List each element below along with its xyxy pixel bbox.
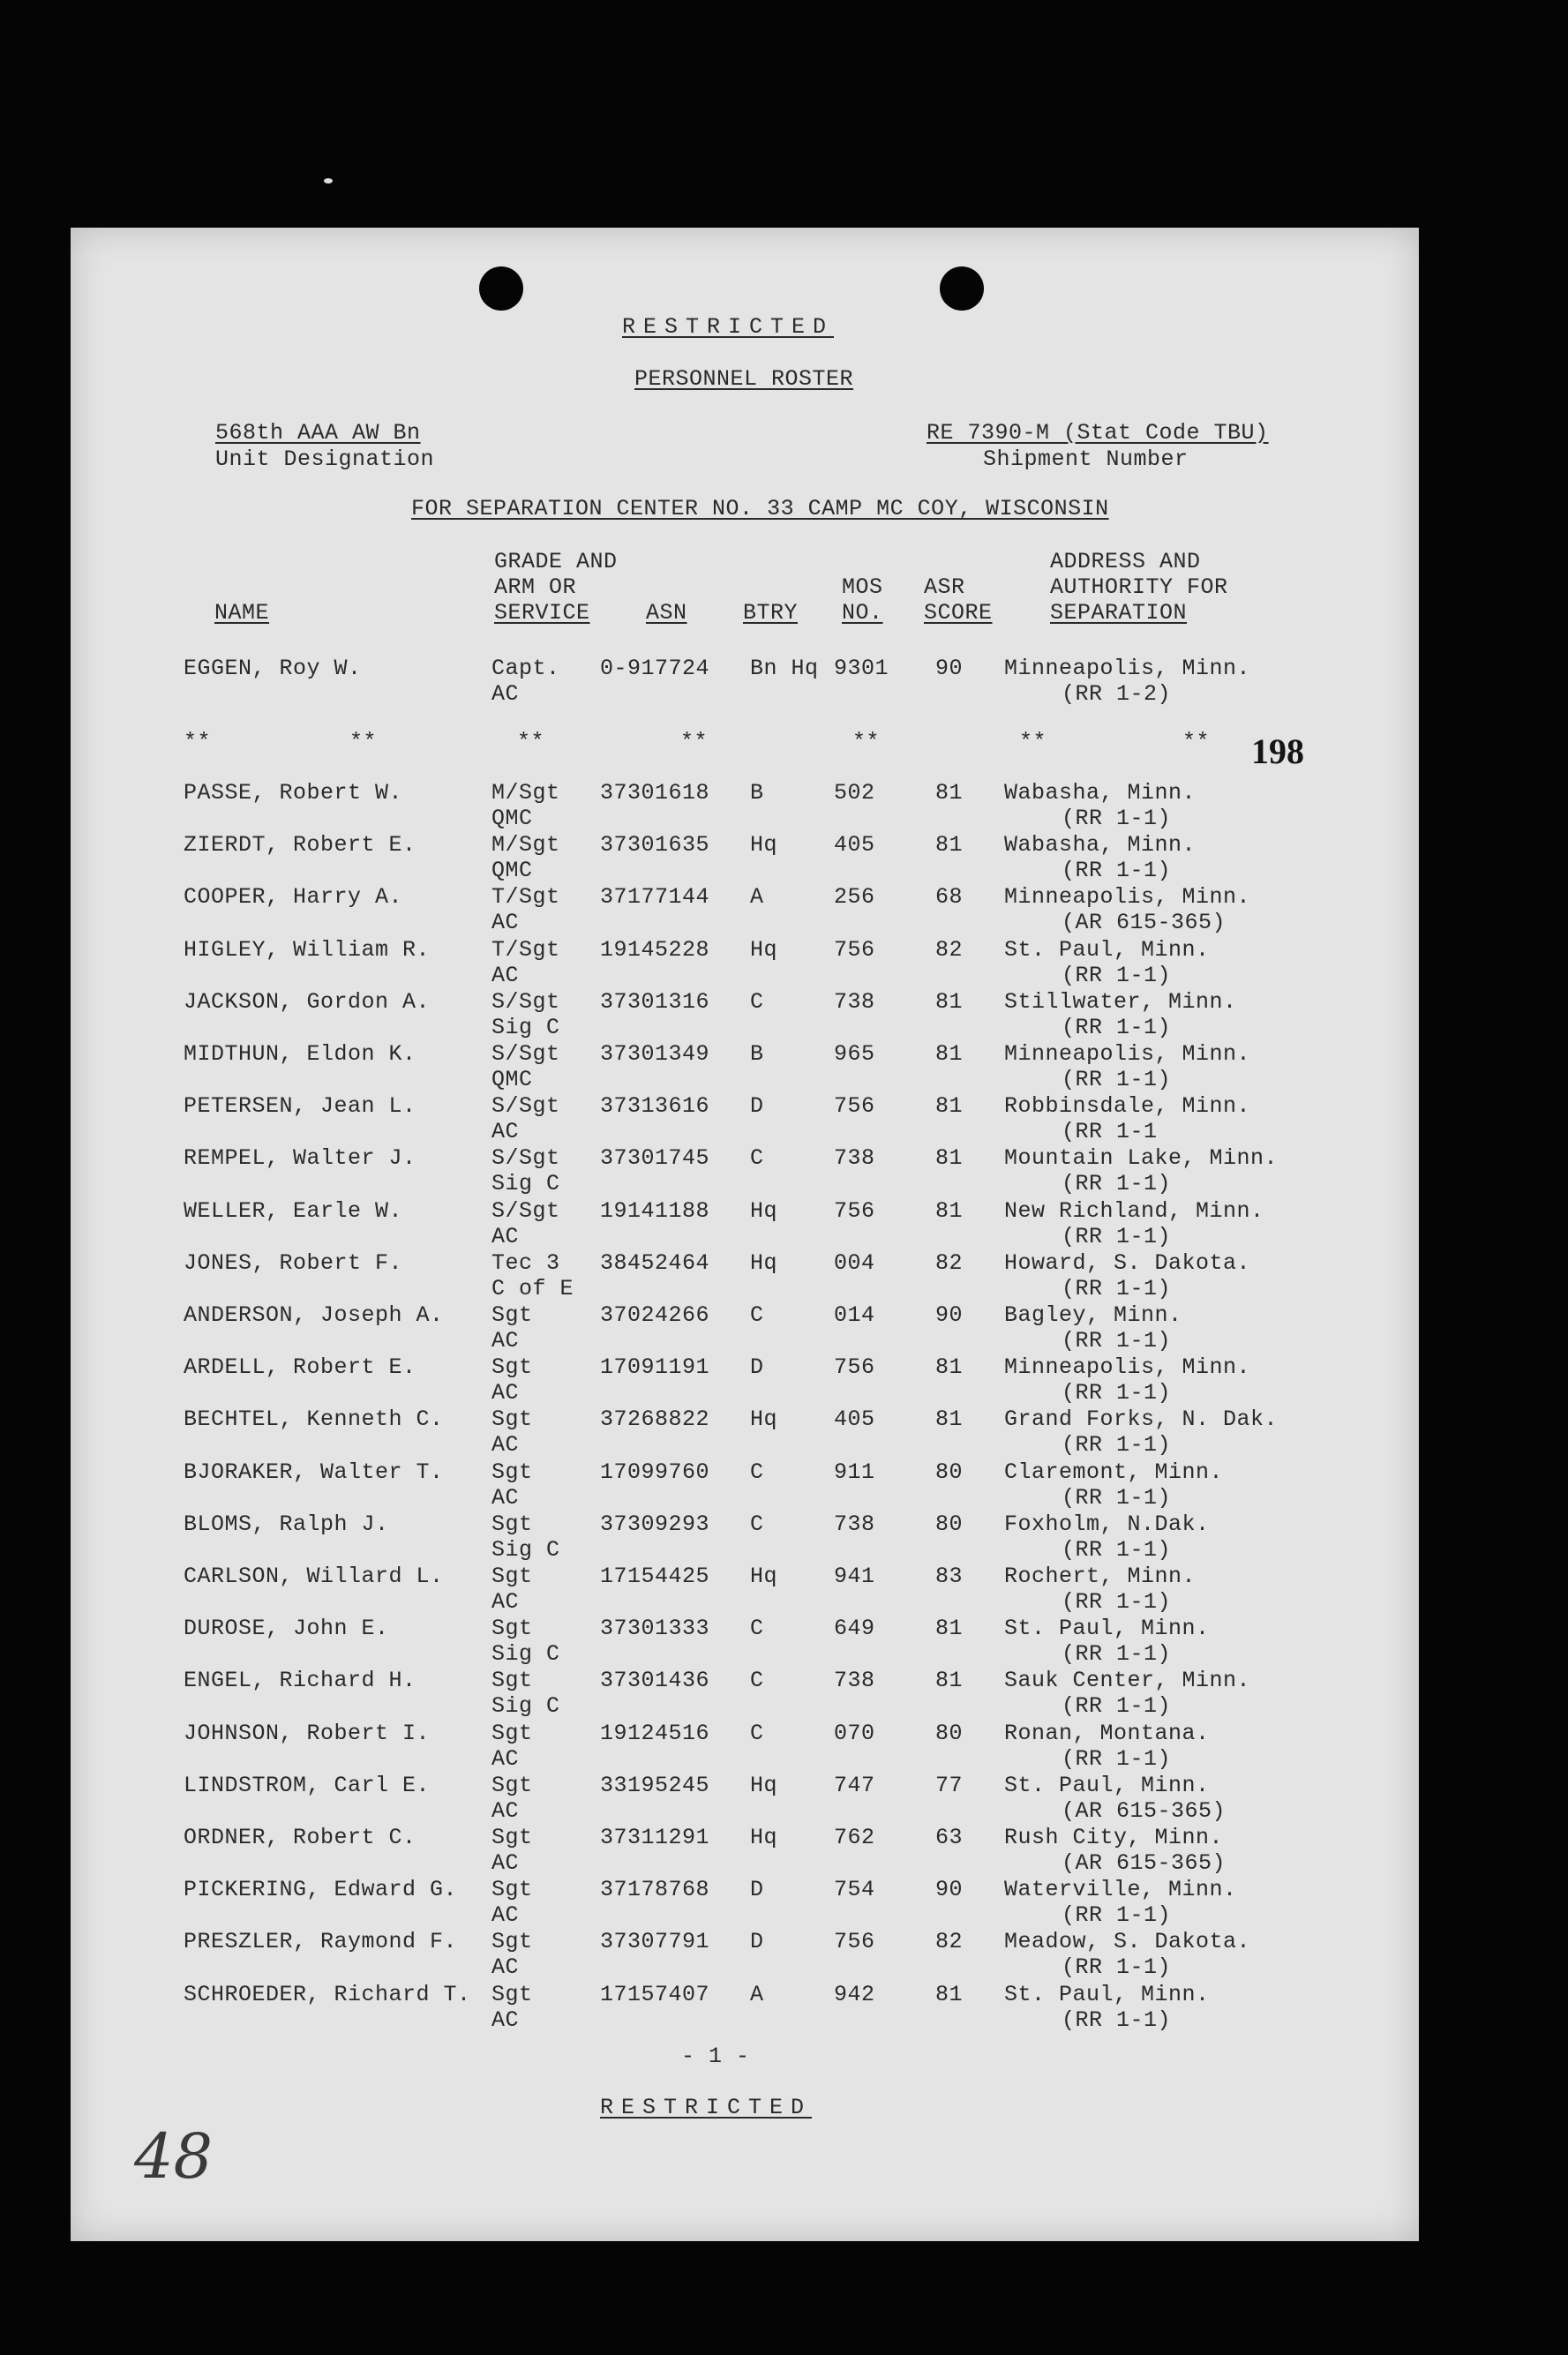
member-authority: (RR 1-1) [1062,962,1172,988]
member-battery: D [750,1354,764,1381]
member-address: Meadow, S. Dakota. [1004,1929,1251,1955]
member-asr-score: 90 [935,1302,964,1328]
member-asn: 37307791 [600,1929,710,1955]
member-asn: 37301349 [600,1041,710,1067]
member-arm-service: AC [491,1745,520,1772]
member-name: ARDELL, Robert E. [184,1354,416,1381]
handwritten-note: 48 [134,2120,214,2193]
btry-header: BTRY [743,600,799,626]
member-grade: M/Sgt [491,780,560,806]
member-arm-service: AC [491,1432,520,1459]
member-name: MIDTHUN, Eldon K. [184,1041,416,1067]
member-asr-score: 80 [935,1459,964,1485]
member-asn: 19141188 [600,1197,710,1224]
member-grade: T/Sgt [491,884,560,911]
member-name: EGGEN, Roy W. [184,656,362,681]
separator-asterisks: ** [184,729,212,754]
member-battery: A [750,884,764,911]
member-address: St. Paul, Minn. [1004,1772,1210,1798]
grade-header-line1: GRADE AND [494,549,618,574]
member-battery: C [750,988,764,1015]
member-grade: T/Sgt [491,936,560,963]
member-mos: 756 [834,1093,875,1120]
member-grade: Sgt [491,1564,533,1589]
member-address: Minneapolis, Minn. [1004,884,1251,911]
member-asn: 33195245 [600,1772,710,1798]
member-authority: (RR 1-2) [1062,681,1172,707]
separator-asterisks: ** [1182,729,1211,754]
member-mos: 649 [834,1616,875,1642]
separator-asterisks: ** [349,729,378,754]
member-name: ORDNER, Robert C. [184,1825,416,1850]
member-asr-score: 81 [935,1354,964,1381]
member-asn: 37301333 [600,1616,710,1642]
separator-asterisks: ** [1019,729,1047,754]
member-address: Mountain Lake, Minn. [1004,1145,1279,1172]
member-authority: (RR 1-1) [1062,1014,1172,1040]
member-authority: (RR 1-1) [1062,1171,1172,1197]
member-name: CARLSON, Willard L. [184,1564,444,1589]
member-arm-service: QMC [491,858,533,884]
member-mos: 756 [834,1197,875,1224]
member-address: New Richland, Minn. [1004,1197,1264,1224]
member-name: PICKERING, Edward G. [184,1877,458,1903]
member-grade: Sgt [491,1302,533,1328]
member-address: Rochert, Minn. [1004,1564,1197,1589]
member-name: JONES, Robert F. [184,1249,403,1276]
unit-designation-value: 568th AAA AW Bn [215,420,421,446]
member-address: Claremont, Minn. [1004,1459,1224,1485]
member-mos: 911 [834,1459,875,1485]
member-asr-score: 83 [935,1564,964,1589]
member-name: PRESZLER, Raymond F. [184,1929,458,1955]
member-asr-score: 77 [935,1772,964,1798]
member-mos: 405 [834,832,875,859]
member-arm-service: AC [491,1589,520,1615]
member-asr-score: 81 [935,1668,964,1694]
member-arm-service: Sig C [491,1014,560,1040]
member-asr-score: 90 [935,1877,964,1903]
member-authority: (AR 615-365) [1062,1850,1227,1876]
member-name: PASSE, Robert W. [184,780,403,806]
member-arm-service: QMC [491,806,533,831]
member-name: JACKSON, Gordon A. [184,988,431,1015]
member-arm-service: AC [491,1850,520,1876]
member-asr-score: 81 [935,1406,964,1433]
member-mos: 502 [834,780,875,806]
member-name: HIGLEY, William R. [184,936,431,963]
member-arm-service: Sig C [491,1536,560,1563]
member-mos: 004 [834,1249,875,1276]
member-asr-score: 81 [935,1041,964,1067]
member-mos: 070 [834,1720,875,1746]
member-asr-score: 81 [935,1145,964,1172]
separator-asterisks: ** [517,729,545,754]
film-speck [324,178,333,184]
member-authority: (RR 1-1) [1062,1954,1172,1981]
unit-designation-label: Unit Designation [215,446,435,472]
member-asn: 37301745 [600,1145,710,1172]
member-battery: D [750,1929,764,1955]
member-arm-service: Sig C [491,1693,560,1720]
member-authority: (RR 1-1) [1062,1641,1172,1668]
member-mos: 762 [834,1825,875,1850]
member-name: DUROSE, John E. [184,1616,389,1642]
member-address: Minneapolis, Minn. [1004,1354,1251,1381]
member-arm-service: AC [491,1328,520,1354]
member-grade: Sgt [491,1511,533,1537]
punch-hole-left [479,266,523,311]
member-asr-score: 81 [935,780,964,806]
member-address: Bagley, Minn. [1004,1302,1182,1328]
asr-header-line1: ASR [924,574,965,600]
asr-header-line2: SCORE [924,600,993,626]
member-address: St. Paul, Minn. [1004,936,1210,963]
member-mos: 754 [834,1877,875,1903]
member-address: Minneapolis, Minn. [1004,656,1251,681]
member-battery: C [750,1302,764,1328]
member-name: ENGEL, Richard H. [184,1668,416,1694]
member-grade: Sgt [491,1406,533,1433]
member-authority: (RR 1-1) [1062,858,1172,884]
member-address: St. Paul, Minn. [1004,1616,1210,1642]
page-number: - 1 - [681,2044,750,2069]
stamp-number: 198 [1251,731,1304,771]
member-authority: (RR 1-1) [1062,2006,1172,2033]
name-header: NAME [214,600,270,626]
member-address: Minneapolis, Minn. [1004,1041,1251,1067]
member-battery: C [750,1720,764,1746]
member-name: WELLER, Earle W. [184,1197,403,1224]
member-grade: Sgt [491,1981,533,2007]
member-mos: 738 [834,1145,875,1172]
member-asn: 37268822 [600,1406,710,1433]
member-address: Waterville, Minn. [1004,1877,1237,1903]
member-battery: C [750,1668,764,1694]
member-authority: (RR 1-1) [1062,1902,1172,1929]
member-grade: S/Sgt [491,1093,560,1120]
member-mos: 965 [834,1041,875,1067]
member-arm-service: QMC [491,1067,533,1092]
member-asn: 37301316 [600,988,710,1015]
member-name: REMPEL, Walter J. [184,1145,416,1172]
member-battery: B [750,780,764,806]
member-battery: A [750,1981,764,2007]
member-mos: 405 [834,1406,875,1433]
member-mos: 738 [834,1511,875,1537]
member-address: Wabasha, Minn. [1004,780,1197,806]
member-name: LINDSTROM, Carl E. [184,1772,431,1798]
member-arm-service: Sig C [491,1641,560,1668]
member-asr-score: 82 [935,936,964,963]
member-mos: 014 [834,1302,875,1328]
address-header-line2: AUTHORITY FOR [1050,574,1228,600]
member-authority: (RR 1-1) [1062,1275,1172,1301]
member-asr-score: 81 [935,1616,964,1642]
member-address: Rush City, Minn. [1004,1825,1224,1850]
member-authority: (RR 1-1) [1062,806,1172,831]
member-asn: 37301635 [600,832,710,859]
member-arm-service: AC [491,1484,520,1511]
member-asn: 17091191 [600,1354,710,1381]
member-grade: Sgt [491,1459,533,1485]
member-address: Howard, S. Dakota. [1004,1249,1251,1276]
member-address: Robbinsdale, Minn. [1004,1093,1251,1120]
member-arm-service: AC [491,1902,520,1929]
member-mos: 738 [834,988,875,1015]
member-battery: B [750,1041,764,1067]
member-grade: Sgt [491,1354,533,1381]
separator-asterisks: ** [852,729,881,754]
member-address: Ronan, Montana. [1004,1720,1210,1746]
member-asn: 19145228 [600,936,710,963]
member-authority: (RR 1-1) [1062,1432,1172,1459]
member-battery: D [750,1877,764,1903]
member-asr-score: 81 [935,1981,964,2007]
film-speck [1306,243,1313,247]
member-grade: S/Sgt [491,1197,560,1224]
member-arm-service: AC [491,1119,520,1145]
member-arm-service: C of E [491,1275,574,1301]
member-authority: (RR 1-1) [1062,1589,1172,1615]
member-address: Wabasha, Minn. [1004,832,1197,859]
member-mos: 756 [834,1929,875,1955]
shipment-number-value: RE 7390-M (Stat Code TBU) [927,420,1269,446]
member-asr-score: 81 [935,1093,964,1120]
member-mos: 756 [834,1354,875,1381]
member-asn: 37301436 [600,1668,710,1694]
member-arm-service: AC [491,1380,520,1406]
member-arm-service: AC [491,1954,520,1981]
member-authority: (AR 615-365) [1062,1797,1227,1824]
member-grade: M/Sgt [491,832,560,859]
member-asr-score: 81 [935,1197,964,1224]
separator-asterisks: ** [680,729,709,754]
member-name: JOHNSON, Robert I. [184,1720,431,1746]
member-name: ANDERSON, Joseph A. [184,1302,444,1328]
member-authority: (RR 1-1) [1062,1223,1172,1249]
member-arm-service: AC [491,1797,520,1824]
member-asr-score: 80 [935,1511,964,1537]
member-battery: Hq [750,1772,778,1798]
member-grade: Sgt [491,1668,533,1694]
member-grade: Capt. [491,656,560,681]
member-asn: 37309293 [600,1511,710,1537]
member-name: BECHTEL, Kenneth C. [184,1406,444,1433]
member-battery: C [750,1145,764,1172]
member-name: COOPER, Harry A. [184,884,403,911]
member-authority: (RR 1-1) [1062,1067,1172,1092]
member-address: St. Paul, Minn. [1004,1981,1210,2007]
member-battery: Hq [750,1249,778,1276]
member-asr-score: 82 [935,1929,964,1955]
member-asr-score: 63 [935,1825,964,1850]
member-battery: C [750,1511,764,1537]
member-grade: Sgt [491,1929,533,1955]
document-page [71,228,1419,2241]
member-authority: (RR 1-1) [1062,1536,1172,1563]
member-battery: Hq [750,936,778,963]
member-name: BJORAKER, Walter T. [184,1459,444,1485]
member-asr-score: 80 [935,1720,964,1746]
member-battery: Hq [750,832,778,859]
member-address: Foxholm, N.Dak. [1004,1511,1210,1537]
member-name: BLOMS, Ralph J. [184,1511,389,1537]
member-asn: 19124516 [600,1720,710,1746]
member-asn: 38452464 [600,1249,710,1276]
member-grade: Sgt [491,1877,533,1903]
member-asr-score: 68 [935,884,964,911]
mos-header-line2: NO. [842,600,883,626]
member-asn: 37177144 [600,884,710,911]
asn-header: ASN [646,600,687,626]
member-battery: D [750,1093,764,1120]
member-address: Sauk Center, Minn. [1004,1668,1251,1694]
member-asn: 17099760 [600,1459,710,1485]
member-address: Grand Forks, N. Dak. [1004,1406,1279,1433]
member-asr-score: 82 [935,1249,964,1276]
member-battery: Bn Hq [750,656,819,681]
member-grade: Sgt [491,1720,533,1746]
member-grade: Sgt [491,1825,533,1850]
member-authority: (RR 1-1) [1062,1328,1172,1354]
member-arm-service: AC [491,681,520,707]
member-asn: 0-917724 [600,656,710,681]
member-mos: 756 [834,936,875,963]
member-asr-score: 81 [935,988,964,1015]
member-grade: Sgt [491,1616,533,1642]
document-title: PERSONNEL ROSTER [634,366,854,392]
member-arm-service: AC [491,962,520,988]
classification-footer: RESTRICTED [600,2095,813,2120]
member-asn: 37024266 [600,1302,710,1328]
member-address: Stillwater, Minn. [1004,988,1237,1015]
member-battery: Hq [750,1564,778,1589]
member-authority: (RR 1-1 [1062,1119,1158,1145]
member-name: PETERSEN, Jean L. [184,1093,416,1120]
member-mos: 941 [834,1564,875,1589]
member-asn: 37178768 [600,1877,710,1903]
member-grade: S/Sgt [491,988,560,1015]
member-authority: (RR 1-1) [1062,1693,1172,1720]
grade-header-line2: ARM OR [494,574,577,600]
member-asn: 17154425 [600,1564,710,1589]
mos-header-line1: MOS [842,574,883,600]
member-asn: 37313616 [600,1093,710,1120]
member-battery: Hq [750,1406,778,1433]
member-mos: 256 [834,884,875,911]
member-asr-score: 90 [935,656,964,681]
member-authority: (RR 1-1) [1062,1745,1172,1772]
classification-header: RESTRICTED [622,314,835,340]
punch-hole-right [940,266,984,311]
member-battery: Hq [750,1825,778,1850]
member-mos: 747 [834,1772,875,1798]
member-asn: 17157407 [600,1981,710,2007]
member-arm-service: AC [491,910,520,936]
shipment-number-label: Shipment Number [983,446,1189,472]
member-grade: S/Sgt [491,1041,560,1067]
member-battery: C [750,1459,764,1485]
grade-header-line3: SERVICE [494,600,590,626]
separation-center: FOR SEPARATION CENTER NO. 33 CAMP MC COY, WISCONSIN [411,496,1109,521]
member-arm-service: AC [491,2006,520,2033]
member-authority: (AR 615-365) [1062,910,1227,936]
member-grade: S/Sgt [491,1145,560,1172]
member-authority: (RR 1-1) [1062,1484,1172,1511]
member-name: SCHROEDER, Richard T. [184,1981,471,2007]
member-grade: Sgt [491,1772,533,1798]
member-asn: 37301618 [600,780,710,806]
address-header-line1: ADDRESS AND [1050,549,1201,574]
member-mos: 942 [834,1981,875,2007]
member-arm-service: AC [491,1223,520,1249]
member-asr-score: 81 [935,832,964,859]
member-name: ZIERDT, Robert E. [184,832,416,859]
member-mos: 738 [834,1668,875,1694]
address-header-line3: SEPARATION [1050,600,1188,626]
member-battery: C [750,1616,764,1642]
member-asn: 37311291 [600,1825,710,1850]
member-mos: 9301 [834,656,889,681]
member-arm-service: Sig C [491,1171,560,1197]
member-battery: Hq [750,1197,778,1224]
member-authority: (RR 1-1) [1062,1380,1172,1406]
member-grade: Tec 3 [491,1249,560,1276]
